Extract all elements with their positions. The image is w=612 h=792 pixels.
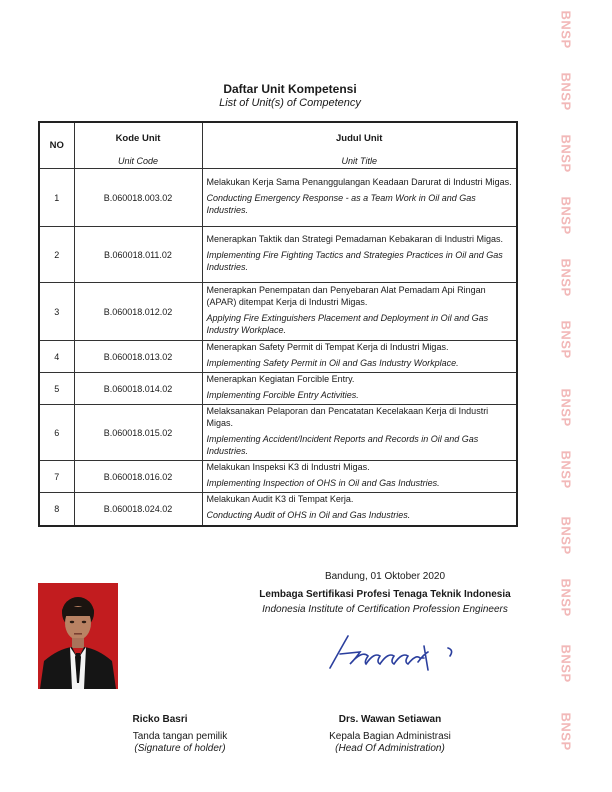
watermark-text: BNSP [558,450,574,489]
unit-title-en: Implementing Inspection of OHS in Oil and Gas Industries. [206,478,440,488]
table-row [39,373,517,405]
unit-title [202,169,517,227]
unit-title-id: Menerapkan Taktik dan Strategi Pemadaman Kebakaran di Industri Migas. [206,234,503,245]
page-title: Daftar Unit Kompetensi [223,82,357,96]
unit-title-en: Implementing Accident/Incident Reports and Records in Oil and Gas Industries. [206,434,479,456]
unit-title [202,341,517,373]
holder-photo [38,583,118,689]
unit-title-id: Menerapkan Penempatan dan Penyebaran Alat Pemadam Api Ringan (APAR) ditempat Kerja di Industri Migas. [206,285,486,308]
unit-title [202,493,517,526]
watermark-text: BNSP [558,196,574,235]
unit-title-en: Implementing Fire Fighting Tactics and Strategies Practices in Oil and Gas Industries. [206,250,503,272]
issue-place-date: Bandung, 01 Oktober 2020 [324,571,446,582]
table-row [39,461,517,493]
unit-title-en: Implementing Safety Permit in Oil and Gas Industry Workplace. [206,358,459,368]
table-row [39,283,517,341]
unit-title-id: Melakukan Inspeksi K3 di Industri Migas. [206,462,370,473]
watermark-text: BNSP [558,134,574,173]
unit-title [202,461,517,493]
unit-title [202,373,517,405]
row-number: 2 [39,227,74,283]
row-number: 1 [39,169,74,227]
holder-name: Ricko Basri [132,714,188,725]
holder-signature-label-en: (Signature of holder) [134,743,226,754]
col-header-code: Kode Unit [74,122,202,154]
unit-code: B.060018.012.02 [74,283,202,341]
competency-table [38,121,518,527]
table-row [39,169,517,227]
table-row [39,227,517,283]
head-name: Drs. Wawan Setiawan [338,714,442,725]
unit-code: B.060018.011.02 [74,227,202,283]
unit-title-id: Menerapkan Kegiatan Forcible Entry. [206,374,355,385]
head-title-en: (Head Of Administration) [335,743,445,754]
head-signature [320,628,470,683]
watermark-text: BNSP [558,10,574,49]
issuer-name: Lembaga Sertifikasi Profesi Tenaga Teknik Indonesia [259,589,511,600]
watermark-text: BNSP [558,712,574,751]
row-number: 8 [39,493,74,526]
holder-signature-label: Tanda tangan pemilik [132,731,228,742]
col-header-no: NO [39,122,74,169]
watermark-text: BNSP [558,320,574,359]
row-number: 5 [39,373,74,405]
unit-code: B.060018.003.02 [74,169,202,227]
col-header-code-en: Unit Code [74,154,202,169]
unit-code: B.060018.015.02 [74,405,202,461]
unit-title-en: Implementing Forcible Entry Activities. [206,390,359,400]
unit-title-en: Conducting Emergency Response - as a Team Work in Oil and Gas Industries. [206,193,476,215]
row-number: 7 [39,461,74,493]
unit-title [202,405,517,461]
head-title: Kepala Bagian Administrasi [329,731,451,742]
issuer-name-en: Indonesia Institute of Certification Profession Engineers [262,604,508,615]
unit-code: B.060018.016.02 [74,461,202,493]
watermark-text: BNSP [558,258,574,297]
unit-title-en: Conducting Audit of OHS in Oil and Gas Industries. [206,510,411,521]
watermark-text: BNSP [558,516,574,555]
watermark-text: BNSP [558,644,574,683]
col-header-title: Judul Unit [202,122,517,154]
unit-title-id: Melakukan Kerja Sama Penanggulangan Keadaan Darurat di Industri Migas. [206,177,512,188]
unit-code: B.060018.024.02 [74,493,202,526]
unit-title [202,227,517,283]
unit-title [202,283,517,341]
watermark-text: BNSP [558,388,574,427]
page-subtitle: List of Unit(s) of Competency [219,97,361,109]
unit-title-en: Applying Fire Extinguishers Placement and Deployment in Oil and Gas Industry Workplace. [206,313,489,335]
watermark-text: BNSP [558,72,574,111]
unit-title-id: Menerapkan Safety Permit di Tempat Kerja di Industri Migas. [206,342,449,353]
unit-title-id: Melakukan Audit K3 di Tempat Kerja. [206,494,354,505]
row-number: 3 [39,283,74,341]
table-row [39,341,517,373]
portrait-image [38,583,118,689]
unit-code: B.060018.013.02 [74,341,202,373]
row-number: 6 [39,405,74,461]
unit-title-id: Melaksanakan Pelaporan dan Pencatatan Kecelakaan Kerja di Industri Migas. [206,406,489,429]
row-number: 4 [39,341,74,373]
watermark-strip [551,0,591,792]
watermark-text: BNSP [558,578,574,617]
table-row [39,405,517,461]
table-row [39,493,517,526]
unit-code: B.060018.014.02 [74,373,202,405]
col-header-title-en: Unit Title [202,154,517,169]
signature-scribble [320,628,470,683]
